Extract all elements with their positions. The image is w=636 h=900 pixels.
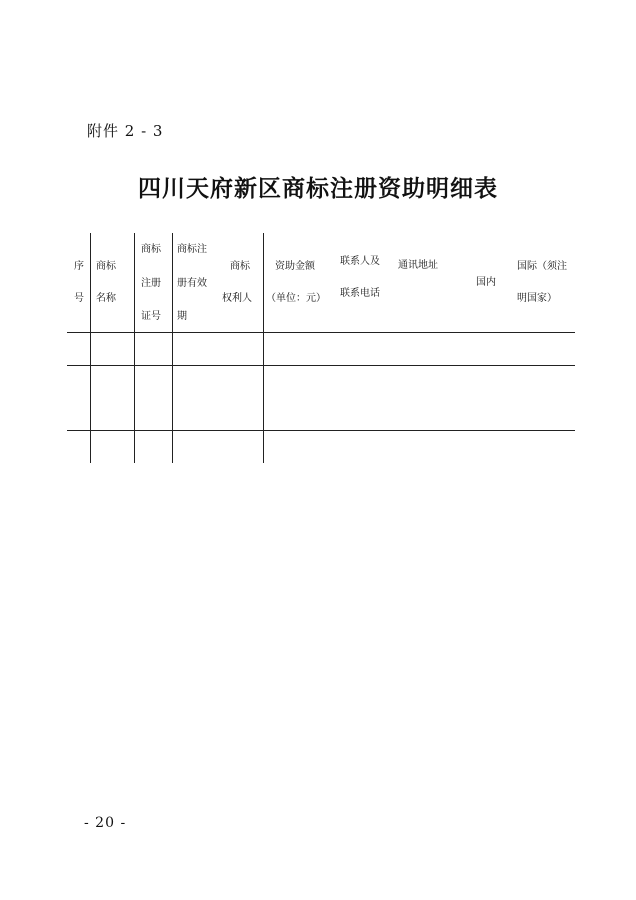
column-header-line: 号 xyxy=(74,293,84,304)
column-header-line: 注册 xyxy=(141,278,161,289)
column-header-line: 证号 xyxy=(141,311,161,322)
column-header-line: 商标 xyxy=(141,244,161,255)
attachment-label: 附件 2 - 3 xyxy=(87,122,164,140)
table-row xyxy=(67,366,575,430)
column-header-line: 资助金额 xyxy=(275,261,315,272)
column-header-line: 联系人及 xyxy=(340,256,380,267)
column-header-line: 名称 xyxy=(96,293,116,304)
table-row xyxy=(67,431,575,463)
column-header-address: 通讯地址 xyxy=(398,260,438,271)
column-header-line: 册有效 xyxy=(177,278,207,289)
page-number: - 20 - xyxy=(84,815,127,831)
column-header-line: 商标 xyxy=(230,261,250,272)
column-header-line: 联系电话 xyxy=(340,288,380,299)
column-header-line: 权利人 xyxy=(222,293,252,304)
page-title: 四川天府新区商标注册资助明细表 xyxy=(138,175,498,202)
table-row xyxy=(67,333,575,365)
column-header-line: 序 xyxy=(74,261,84,272)
column-header-line: 商标注 xyxy=(177,244,207,255)
column-header-line: 明国家） xyxy=(517,293,557,304)
column-header-line: 期 xyxy=(177,311,187,322)
column-header-line: 商标 xyxy=(96,261,116,272)
column-header-line: （单位：元） xyxy=(266,293,326,304)
column-header-line: 国际（须注 xyxy=(517,261,567,272)
column-header-domestic: 国内 xyxy=(476,277,496,288)
